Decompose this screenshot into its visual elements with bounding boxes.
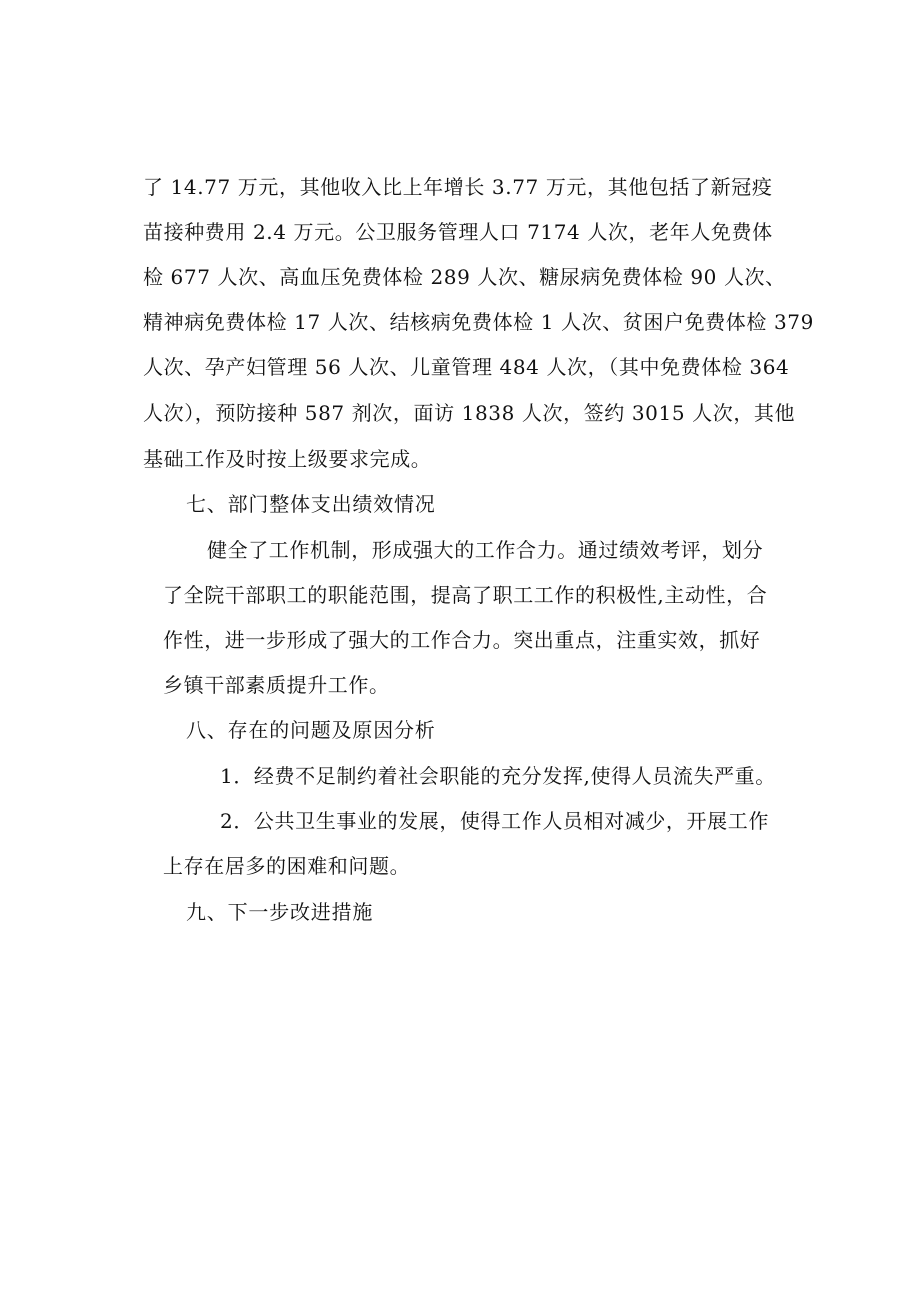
paragraph-1-line-6: 人次），预防接种 587 剂次，面访 1838 人次，签约 3015 人次，其他	[143, 401, 796, 425]
paragraph-1-line-5: 人次、孕产妇管理 56 人次、儿童管理 484 人次，（其中免费体检 364	[143, 355, 790, 379]
list-item-2-line-1: 2．公共卫生事业的发展，使得工作人员相对减少，开展工作	[220, 809, 769, 833]
paragraph-1-line-1: 了 14.77 万元，其他收入比上年增长 3.77 万元，其他包括了新冠疫	[143, 175, 773, 199]
paragraph-2-line-2: 了全院干部职工的职能范围，提高了职工工作的积极性,主动性，合	[163, 583, 768, 607]
section-heading-8: 八、存在的问题及原因分析	[186, 718, 436, 742]
paragraph-1-line-2: 苗接种费用 2.4 万元。公卫服务管理人口 7174 人次，老年人免费体	[143, 220, 773, 244]
section-heading-9: 九、下一步改进措施	[186, 900, 374, 924]
paragraph-1-line-7: 基础工作及时按上级要求完成。	[143, 447, 432, 471]
list-item-2-line-2: 上存在居多的困难和问题。	[163, 854, 411, 878]
list-item-1: 1．经费不足制约着社会职能的充分发挥,使得人员流失严重。	[220, 764, 776, 788]
paragraph-2-line-3: 作性，进一步形成了强大的工作合力。突出重点，注重实效，抓好	[163, 628, 761, 652]
paragraph-2-line-1: 健全了工作机制，形成强大的工作合力。通过绩效考评，划分	[207, 538, 764, 562]
paragraph-1-line-3: 检 677 人次、高血压免费体检 289 人次、糖尿病免费体检 90 人次、	[143, 265, 786, 289]
paragraph-2-line-4: 乡镇干部素质提升工作。	[163, 673, 390, 697]
paragraph-1-line-4: 精神病免费体检 17 人次、结核病免费体检 1 人次、贫困户免费体检 379	[143, 310, 814, 334]
section-heading-7: 七、部门整体支出绩效情况	[186, 492, 436, 516]
